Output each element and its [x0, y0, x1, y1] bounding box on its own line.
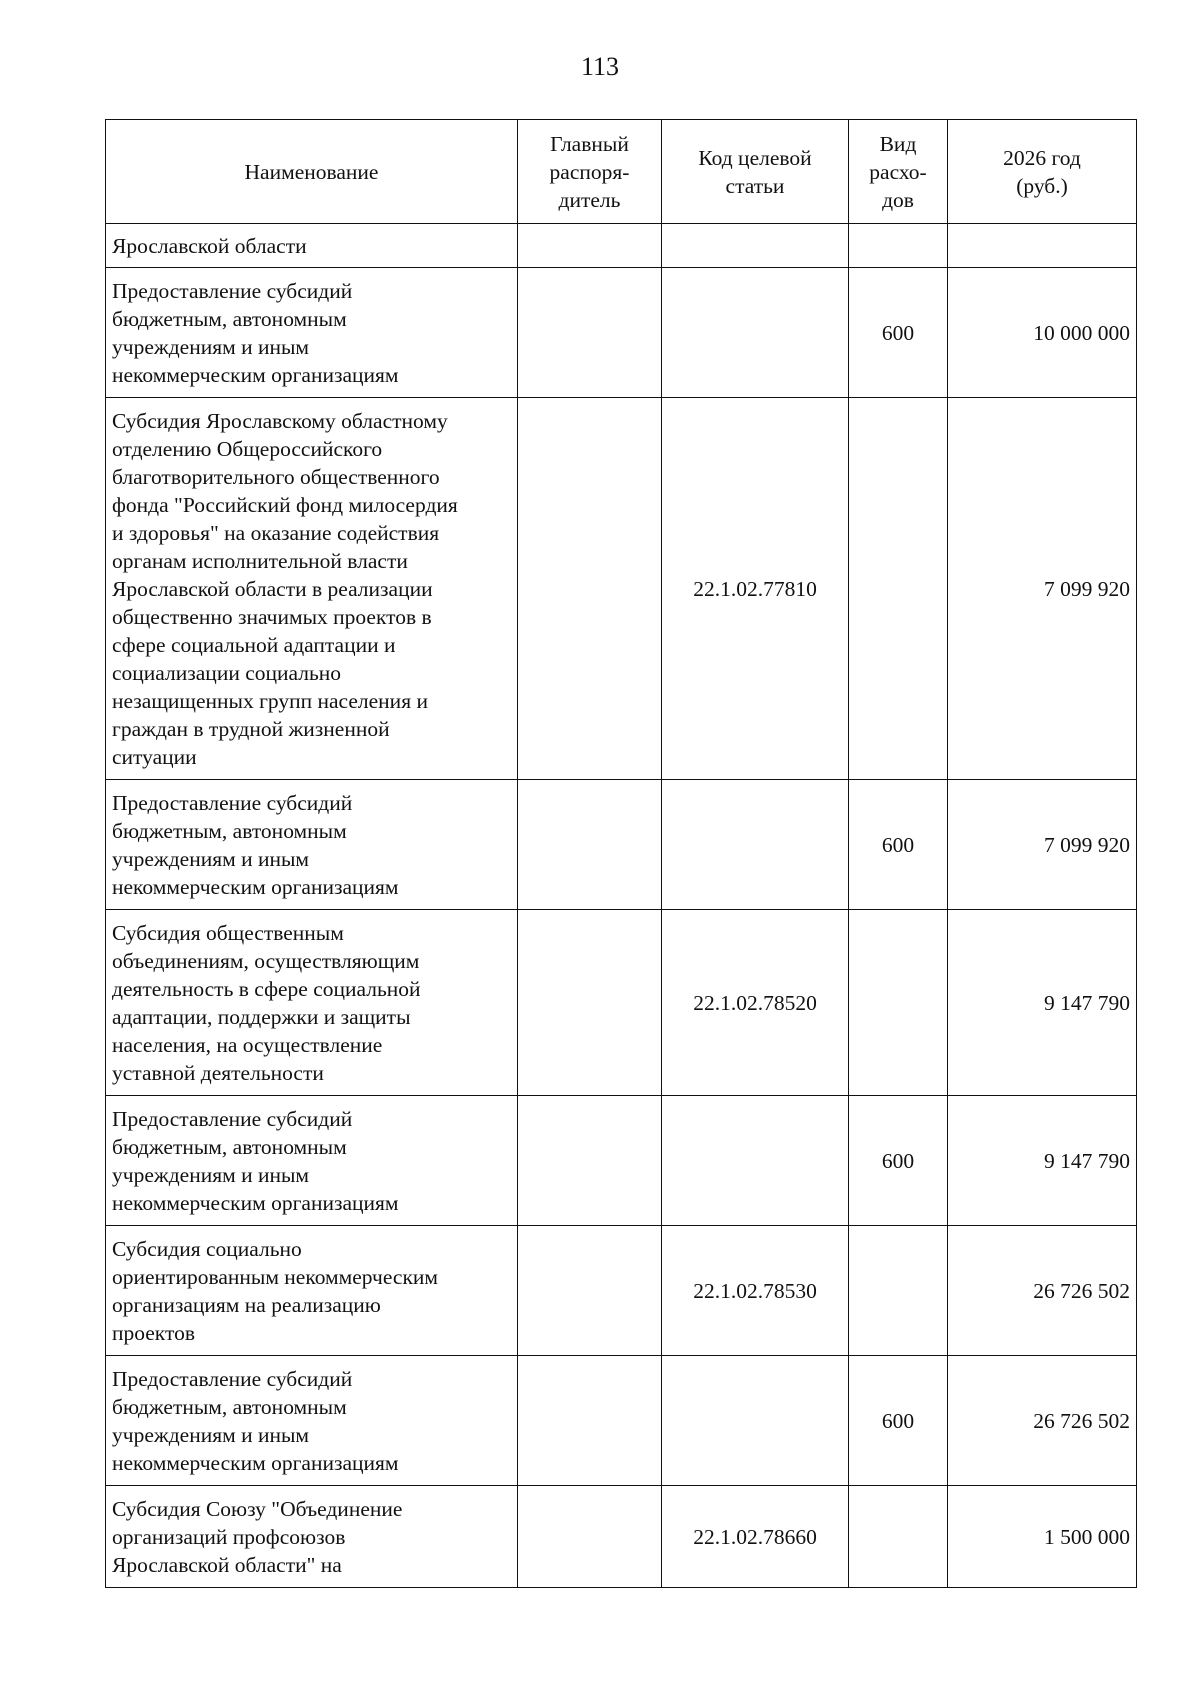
row-amount-cell: 26 726 502 — [948, 1356, 1137, 1486]
table-row — [106, 1356, 1137, 1486]
table-row — [106, 1096, 1137, 1226]
row-amount-cell: 10 000 000 — [948, 268, 1137, 398]
row-name-cell: Предоставление субсидий бюджетным, автономным учреждениям и иным некоммерческим организациям — [106, 780, 518, 910]
table-row — [106, 1486, 1137, 1588]
row-amount-cell: 9 147 790 — [948, 1096, 1137, 1226]
row-code-cell: 22.1.02.78530 — [662, 1226, 849, 1356]
table-row — [106, 224, 1137, 268]
row-name-cell: Субсидия социально ориентированным некоммерческим организациям на реализацию проектов — [106, 1226, 518, 1356]
row-amount-cell: 7 099 920 — [948, 398, 1137, 780]
row-grbs-cell — [518, 1096, 662, 1226]
row-kind-cell: 600 — [849, 268, 948, 398]
row-grbs-cell — [518, 910, 662, 1096]
row-kind-cell — [849, 1486, 948, 1588]
row-grbs-cell — [518, 1226, 662, 1356]
row-kind-cell: 600 — [849, 1096, 948, 1226]
row-kind-cell — [849, 398, 948, 780]
row-kind-cell: 600 — [849, 1356, 948, 1486]
row-grbs-cell — [518, 1486, 662, 1588]
header-code: Код целевой статьи — [662, 120, 849, 224]
table-row — [106, 398, 1137, 780]
row-grbs-cell — [518, 224, 662, 268]
page-number: 113 — [580, 52, 620, 81]
row-amount-cell — [948, 224, 1137, 268]
row-kind-cell — [849, 1226, 948, 1356]
row-name-cell: Предоставление субсидий бюджетным, автономным учреждениям и иным некоммерческим организациям — [106, 1356, 518, 1486]
row-amount-cell: 9 147 790 — [948, 910, 1137, 1096]
table-row — [106, 1226, 1137, 1356]
row-name-cell: Предоставление субсидий бюджетным, автономным учреждениям и иным некоммерческим организациям — [106, 1096, 518, 1226]
row-kind-cell — [849, 910, 948, 1096]
row-code-cell — [662, 1356, 849, 1486]
row-name-cell: Предоставление субсидий бюджетным, автономным учреждениям и иным некоммерческим организациям — [106, 268, 518, 398]
row-code-cell — [662, 1096, 849, 1226]
row-code-cell — [662, 268, 849, 398]
row-name-cell: Субсидия Ярославскому областному отделению Общероссийского благотворительного общественного фонда "Российский фонд милосердия и здоровья" на оказание содействия органам исполнительной власти Ярославской области в реализации общественно значимых проектов в сфере социальной адаптации и социализации социально незащищенных групп населения и граждан в трудной жизненной ситуации — [106, 398, 518, 780]
row-code-cell: 22.1.02.77810 — [662, 398, 849, 780]
header-amount: 2026 год (руб.) — [948, 120, 1137, 224]
row-name-cell: Субсидия Союзу "Объединение организаций профсоюзов Ярославской области" на — [106, 1486, 518, 1588]
header-kind: Вид расхо- дов — [849, 120, 948, 224]
table-row — [106, 910, 1137, 1096]
row-code-cell — [662, 224, 849, 268]
table-header-row — [106, 120, 1137, 224]
header-name: Наименование — [106, 120, 518, 224]
table-row — [106, 268, 1137, 398]
row-kind-cell: 600 — [849, 780, 948, 910]
table-row — [106, 780, 1137, 910]
row-code-cell: 22.1.02.78660 — [662, 1486, 849, 1588]
row-grbs-cell — [518, 1356, 662, 1486]
row-name-cell: Ярославской области — [106, 224, 518, 268]
row-name-cell: Субсидия общественным объединениям, осуществляющим деятельность в сфере социальной адаптации, поддержки и защиты населения, на осуществление уставной деятельности — [106, 910, 518, 1096]
row-grbs-cell — [518, 268, 662, 398]
budget-table — [105, 119, 1137, 1588]
row-grbs-cell — [518, 780, 662, 910]
row-amount-cell: 7 099 920 — [948, 780, 1137, 910]
row-code-cell: 22.1.02.78520 — [662, 910, 849, 1096]
row-amount-cell: 1 500 000 — [948, 1486, 1137, 1588]
header-grbs: Главный распоря- дитель — [518, 120, 662, 224]
row-amount-cell: 26 726 502 — [948, 1226, 1137, 1356]
row-grbs-cell — [518, 398, 662, 780]
row-code-cell — [662, 780, 849, 910]
row-kind-cell — [849, 224, 948, 268]
